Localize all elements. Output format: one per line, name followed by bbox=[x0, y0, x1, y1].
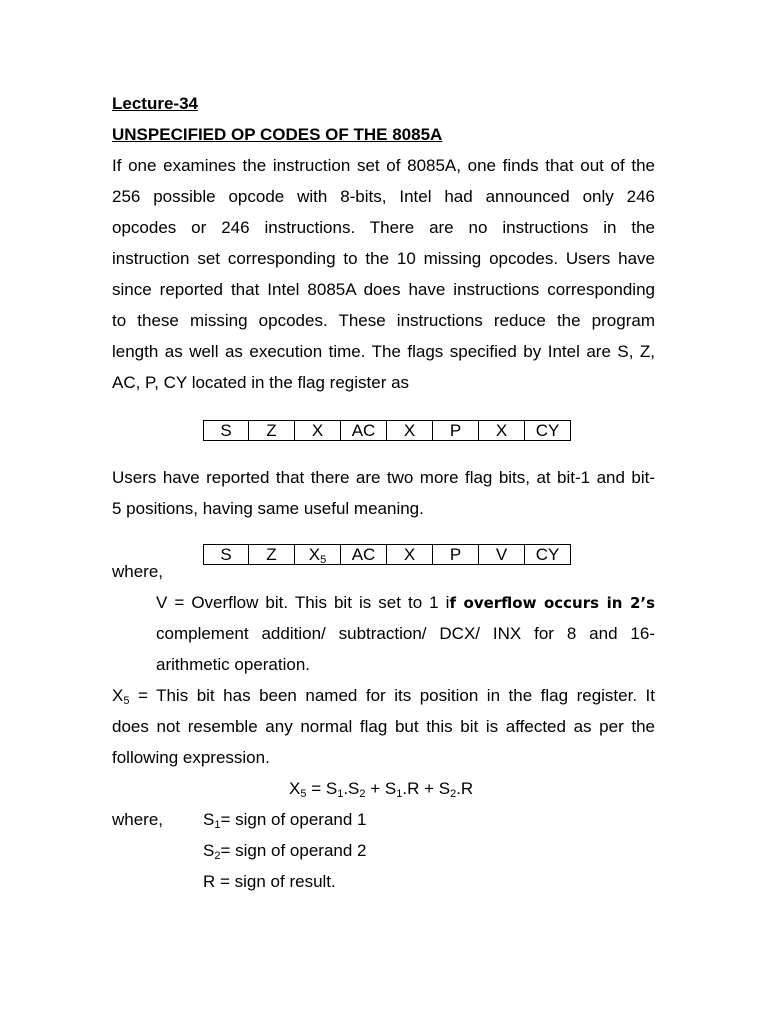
intro-line-3: opcodes or 246 instructions. There are no instructions in the bbox=[112, 218, 655, 237]
overflow-line-3: arithmetic operation. bbox=[156, 655, 311, 674]
reported-line-1: Users have reported that there are two more flag bits, at bit-1 and bit- bbox=[112, 468, 655, 487]
flag-cell: Z bbox=[249, 421, 295, 441]
flag-cell: X bbox=[295, 421, 341, 441]
intro-line-5: since reported that Intel 8085A does have instructions corresponding bbox=[112, 280, 655, 299]
x5-description-line-3: following expression. bbox=[112, 748, 270, 767]
flag-cell: V bbox=[479, 545, 525, 565]
flag-cell: Z bbox=[249, 545, 295, 565]
flag-cell: P bbox=[433, 421, 479, 441]
lecture-number: Lecture-34 bbox=[112, 94, 198, 113]
intro-line-7: length as well as execution time. The flags specified by Intel are S, Z, bbox=[112, 342, 655, 361]
x5-description-line-2: does not resemble any normal flag but this bit is affected as per the bbox=[112, 717, 655, 736]
x5-expression: $X_5 = S_1.S_2 + S_1.R + S_2.R$ bbox=[289, 779, 474, 800]
x5-description-line-1: $X_5$ = This bit has been named for its position in the flag register. It bbox=[112, 686, 655, 707]
overflow-line-2: complement addition/ subtraction/ DCX/ INX for 8 and 16- bbox=[156, 624, 655, 643]
flag-register-table-intel bbox=[203, 420, 571, 441]
intro-line-4: instruction set corresponding to the 10 missing opcodes. Users have bbox=[112, 249, 655, 268]
flag-cell: P bbox=[433, 545, 479, 565]
flag-cell: S bbox=[204, 421, 249, 441]
flag-cell: X bbox=[479, 421, 525, 441]
flag-cell: CY bbox=[525, 421, 571, 441]
flag-cell: X bbox=[387, 421, 433, 441]
intro-line-6: to these missing opcodes. These instructions reduce the program bbox=[112, 311, 655, 330]
reported-line-2: 5 positions, having same useful meaning. bbox=[112, 499, 424, 518]
definition-r: R = sign of result. bbox=[203, 872, 336, 891]
definition-s2: $S_2=$ sign of operand 2 bbox=[203, 841, 367, 862]
flag-cell-x5: $X_5$ bbox=[295, 545, 341, 565]
flag-cell: S bbox=[204, 545, 249, 565]
flag-cell: CY bbox=[525, 545, 571, 565]
section-title: UNSPECIFIED OP CODES OF THE 8085A bbox=[112, 125, 443, 144]
definitions-where-label: where, bbox=[112, 810, 164, 829]
intro-line-2: 256 possible opcode with 8-bits, Intel had announced only 246 bbox=[112, 187, 655, 206]
flag-cell: X bbox=[387, 545, 433, 565]
flag-register-row bbox=[204, 421, 571, 441]
flag-cell: AC bbox=[341, 421, 387, 441]
definition-s1: $S_1=$ sign of operand 1 bbox=[203, 810, 367, 831]
intro-line-1: If one examines the instruction set of 8085A, one finds that out of the bbox=[112, 156, 655, 175]
intro-line-8: AC, P, CY located in the flag register as bbox=[112, 373, 410, 392]
where-label: where, bbox=[112, 562, 164, 581]
overflow-line-1: V = Overflow bit. This bit is set to 1 if overflow occurs in 2’s bbox=[156, 593, 656, 612]
flag-cell: AC bbox=[341, 545, 387, 565]
